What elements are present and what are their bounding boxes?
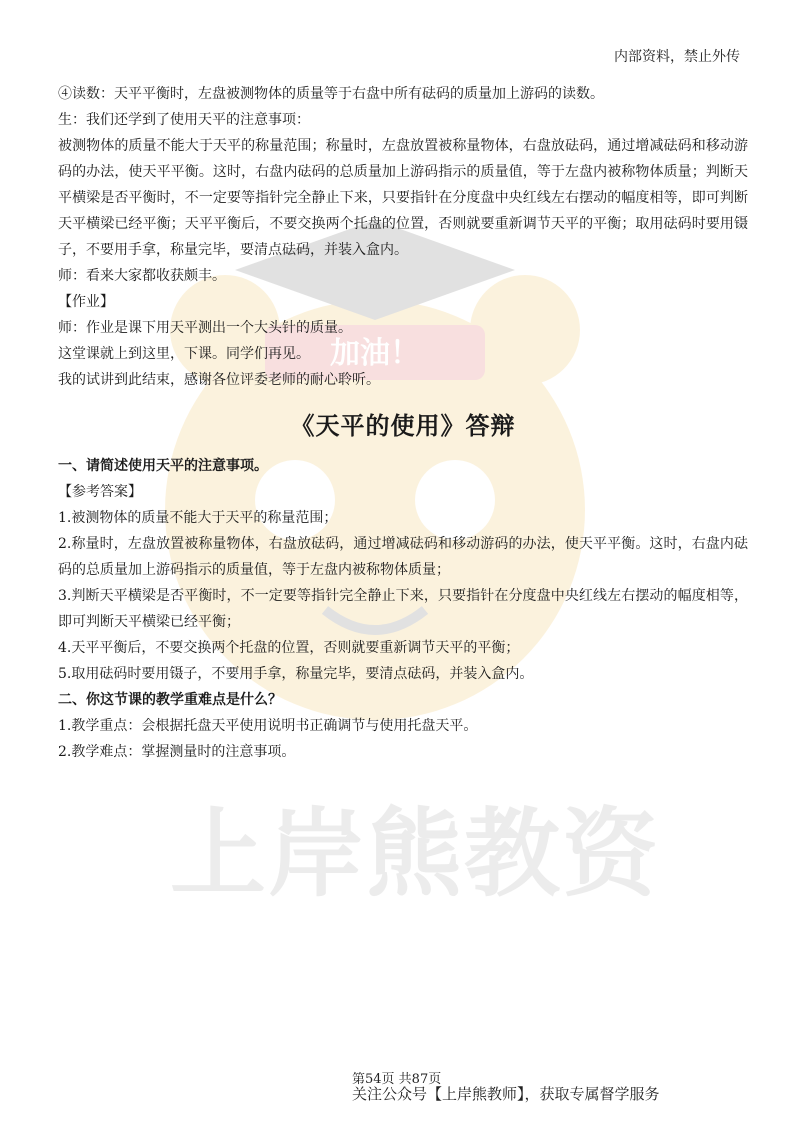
paragraph-reading: ④读数：天平平衡时，左盘被测物体的质量等于右盘中所有砝码的质量加上游码的读数。 (58, 86, 604, 102)
paragraph-closing: 我的试讲到此结束，感谢各位评委老师的耐心聆听。 (58, 372, 380, 388)
question-2: 二、你这节课的教学重难点是什么？ (58, 692, 282, 708)
question-1: 一、请简述使用天平的注意事项。 (58, 458, 268, 474)
mascot-badge-text: 加油！ (330, 336, 420, 371)
footer-promo: 关注公众号【上岸熊教师】，获取专属督学服务 (352, 1085, 660, 1103)
document-body (58, 81, 748, 765)
brand-watermark-text: 上岸熊教资 (170, 798, 660, 910)
difficulty-answer: 2.教学难点：掌握测量时的注意事项。 (58, 744, 296, 760)
homework-heading: 【作业】 (58, 294, 114, 310)
paragraph-student: 生：我们还学到了使用天平的注意事项： (58, 112, 310, 128)
reference-answer-label: 【参考答案】 (58, 484, 142, 500)
answer-item-3: 3.判断天平横梁是否平衡时，不一定要等指针完全静止下来，只要指针在分度盘中央红线左右摆动的幅度相等，即可判断天平横梁已经平衡； (58, 588, 748, 630)
paragraph-dismissal: 这堂课就上到这里，下课。同学们再见。 (58, 346, 310, 362)
answer-item-4: 4.天平平衡后，不要交换两个托盘的位置，否则就要重新调节天平的平衡； (58, 640, 520, 656)
answer-item-5: 5.取用砝码时要用镊子，不要用手拿，称量完毕，要清点砝码，并装入盒内。 (58, 666, 534, 682)
confidential-note: 内部资料，禁止外传 (614, 49, 740, 65)
page-number: 第54页 共87页 (352, 1072, 442, 1087)
answer-item-2: 2.称量时，左盘放置被称量物体，右盘放砝码，通过增减砝码和移动游码的办法，使天平平衡。这时，右盘内砝码的总质量加上游码指示的质量值，等于左盘内被称物体质量； (58, 536, 748, 578)
paragraph-homework: 师：作业是课下用天平测出一个大头针的质量。 (58, 320, 352, 336)
answer-item-1: 1.被测物体的质量不能大于天平的称量范围； (58, 510, 338, 526)
paragraph-teacher-remark: 师：看来大家都收获颇丰。 (58, 268, 226, 284)
key-point-answer: 1.教学重点：会根据托盘天平使用说明书正确调节与使用托盘天平。 (58, 718, 478, 734)
defense-title: 《天平的使用》答辩 (290, 411, 516, 440)
paragraph-precautions: 被测物体的质量不能大于天平的称量范围；称量时，左盘放置被称量物体，右盘放砝码，通过增减砝码和移动游码的办法，使天平平衡。这时，右盘内砝码的总质量加上游码指示的质量值，等于左盘内被称物体质量；判断天平横梁是否平衡时，不一定要等指针完全静止下来，只要指针在分度盘中央红线左右摆动的幅度相等，即可判断天平横梁已经平衡；天平平衡后，不要交换两个托盘的位置，否则就要重新调节天平的平衡；取用砝码时要用镊子，不要用手拿，称量完毕，要清点砝码，并装入盒内。 (58, 138, 748, 258)
